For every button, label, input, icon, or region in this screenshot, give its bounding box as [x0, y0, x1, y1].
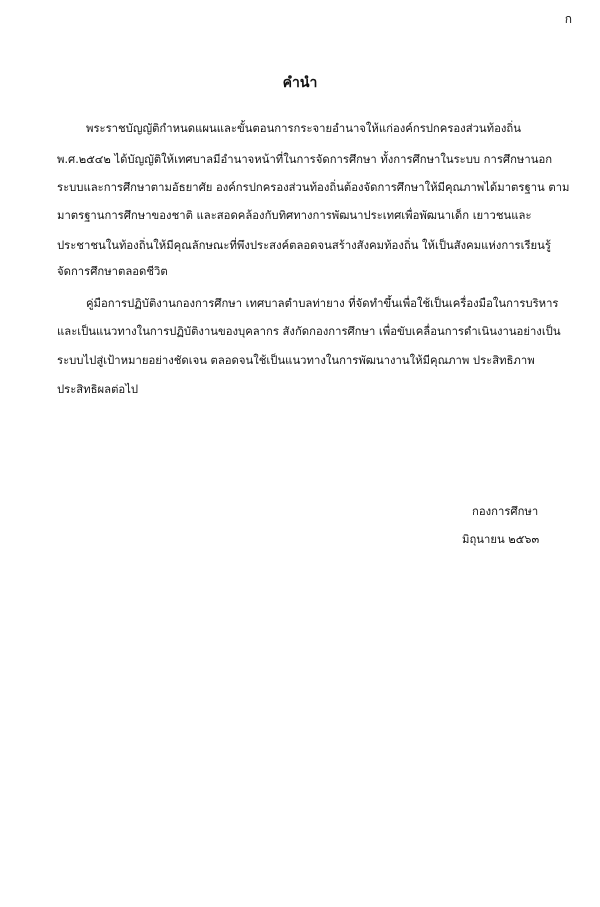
paragraph-line: ประชาชนในท้องถิ่นให้มีคุณลักษณะที่พึงประสงค์ตลอดจนสร้างสังคมท้องถิ่น ให้เป็นสังคมแห่งการเรียนรู้: [57, 239, 551, 252]
signature-department: กองการศึกษา: [472, 505, 539, 518]
paragraph-line: จัดการศึกษาตลอดชีวิต: [57, 265, 168, 278]
paragraph-line: ระบบและการศึกษาตามอัธยาศัย องค์กรปกครองส่วนท้องถิ่นต้องจัดการศึกษาให้มีคุณภาพได้มาตรฐาน ตาม: [57, 181, 570, 194]
paragraph-line: มาตรฐานการศึกษาของชาติ และสอดคล้องกับทิศทางการพัฒนาประเทศเพื่อพัฒนาเด็ก เยาวชนและ: [57, 209, 532, 222]
paragraph-line: และเป็นแนวทางในการปฏิบัติงานของบุคลากร สังกัดกองการศึกษา เพื่อขับเคลื่อนการดำเนินงานอย่างเป็น: [57, 325, 561, 338]
signature-date: มิถุนายน ๒๕๖๓: [462, 533, 540, 546]
paragraph-line: คู่มือการปฏิบัติงานกองการศึกษา เทศบาลตำบลท่ายาง ที่จัดทำขึ้นเพื่อใช้เป็นเครื่องมือในการบริหาร: [86, 297, 559, 310]
paragraph-line: ระบบไปสู่เป้าหมายอย่างชัดเจน ตลอดจนใช้เป็นแนวทางในการพัฒนางานให้มีคุณภาพ ประสิทธิภาพ: [57, 354, 535, 367]
paragraph-line: พระราชบัญญัติกำหนดแผนและขั้นตอนการกระจายอำนาจให้แก่องค์กรปกครองส่วนท้องถิ่น: [86, 122, 521, 135]
page-title: คำนำ: [282, 75, 318, 91]
paragraph-line: ประสิทธิผลต่อไป: [57, 383, 139, 396]
page-number: ก: [564, 12, 572, 26]
paragraph-line: พ.ศ.๒๕๔๒ ได้บัญญัติให้เทศบาลมีอำนาจหน้าที่ในการจัดการศึกษา ทั้งการศึกษาในระบบ การศึกษานอก: [57, 153, 553, 166]
